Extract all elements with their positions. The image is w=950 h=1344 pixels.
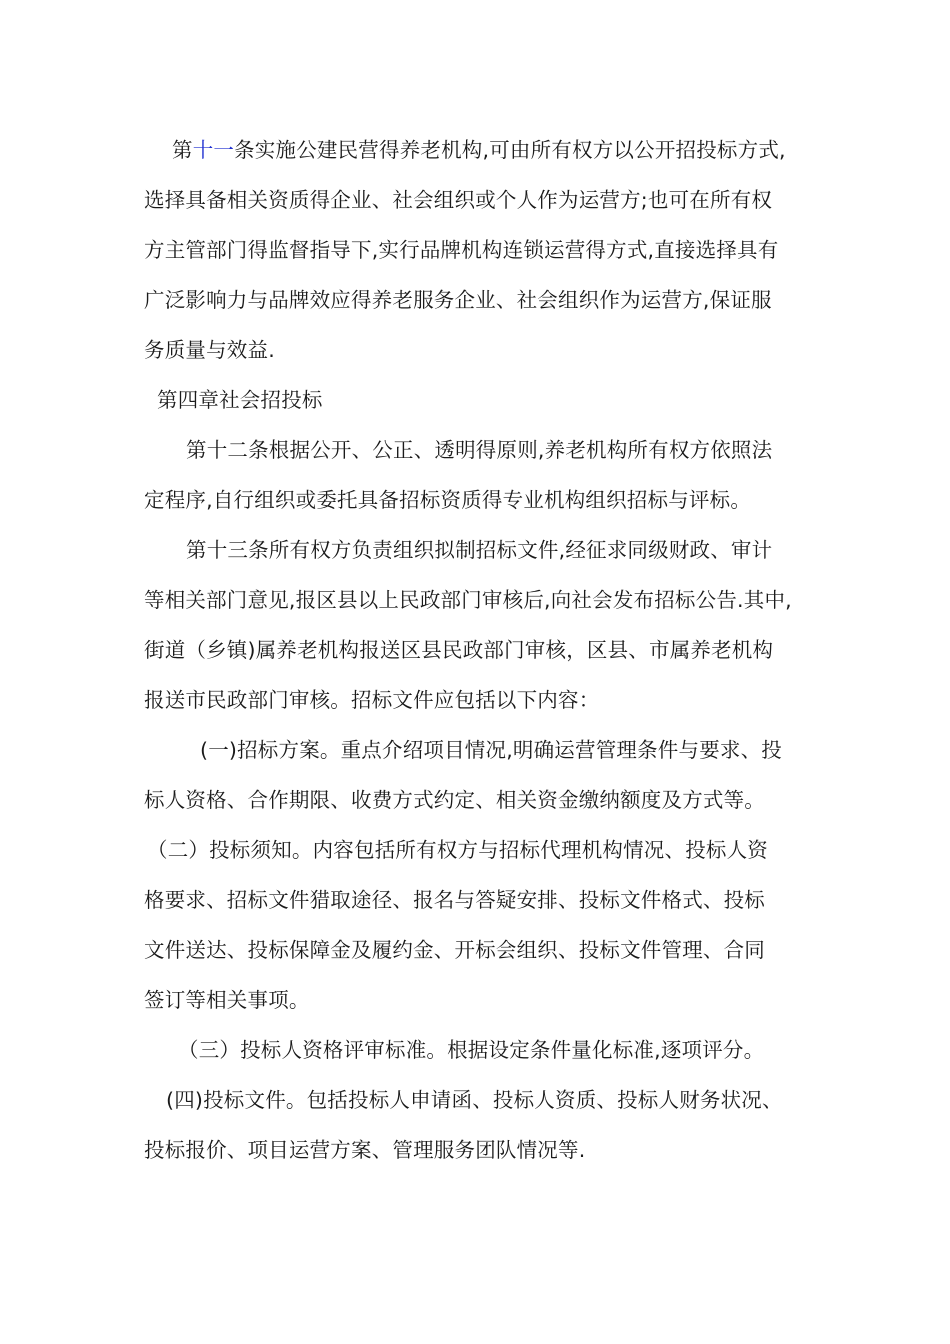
item-4-line-2: 投标报价、项目运营方案、管理服务团队情况等. (144, 1138, 586, 1162)
article-13-line-4: 报送市民政部门审核。招标文件应包括以下内容： (144, 688, 600, 712)
item-3-line-1: （三）投标人资格评审标准。根据设定条件量化标准,逐项评分。 (178, 1038, 765, 1062)
article-11-line-4: 广泛影响力与品牌效应得养老服务企业、社会组织作为运营方,保证服 (144, 288, 772, 312)
item-2-line-2: 格要求、招标文件猎取途径、报名与答疑安排、投标文件格式、投标 (144, 888, 765, 912)
article-13-line-3: 街道（乡镇)属养老机构报送区县民政部门审核，区县、市属养老机构 (144, 638, 774, 662)
chapter-4-title: 第四章社会招投标 (157, 388, 323, 412)
article-12-line-1: 第十二条根据公开、公正、透明得原则,养老机构所有权方依照法 (186, 438, 773, 462)
item-2-line-4: 签订等相关事项。 (144, 988, 310, 1012)
article-11-line-5: 务质量与效益. (144, 338, 275, 362)
item-1-line-2: 标人资格、合作期限、收费方式约定、相关资金缴纳额度及方式等。 (144, 788, 765, 812)
article-11-line-2: 选择具备相关资质得企业、社会组织或个人作为运营方;也可在所有权 (144, 188, 773, 212)
article-11-prefix: 第 (172, 138, 193, 162)
item-1-line-1: (一)招标方案。重点介绍项目情况,明确运营管理条件与要求、投 (200, 738, 783, 762)
item-2-line-1: （二）投标须知。内容包括所有权方与招标代理机构情况、投标人资 (147, 838, 768, 862)
article-11-text: 条实施公建民营得养老机构,可由所有权方以公开招投标方式, (234, 138, 786, 162)
article-13-line-1: 第十三条所有权方负责组织拟制招标文件,经征求同级财政、审计 (186, 538, 773, 562)
article-13-line-2: 等相关部门意见,报区县以上民政部门审核后,向社会发布招标公告.其中, (144, 588, 792, 612)
article-12-line-2: 定程序,自行组织或委托具备招标资质得专业机构组织招标与评标。 (144, 488, 752, 512)
item-2-line-3: 文件送达、投标保障金及履约金、开标会组织、投标文件管理、合同 (144, 938, 765, 962)
article-11-number-highlight: 十一 (192, 138, 235, 162)
item-4-line-1: (四)投标文件。包括投标人申请函、投标人资质、投标人财务状况、 (166, 1088, 783, 1112)
article-11-line-1 (172, 136, 786, 164)
article-11-line-3: 方主管部门得监督指导下,实行品牌机构连锁运营得方式,直接选择具有 (144, 238, 779, 262)
